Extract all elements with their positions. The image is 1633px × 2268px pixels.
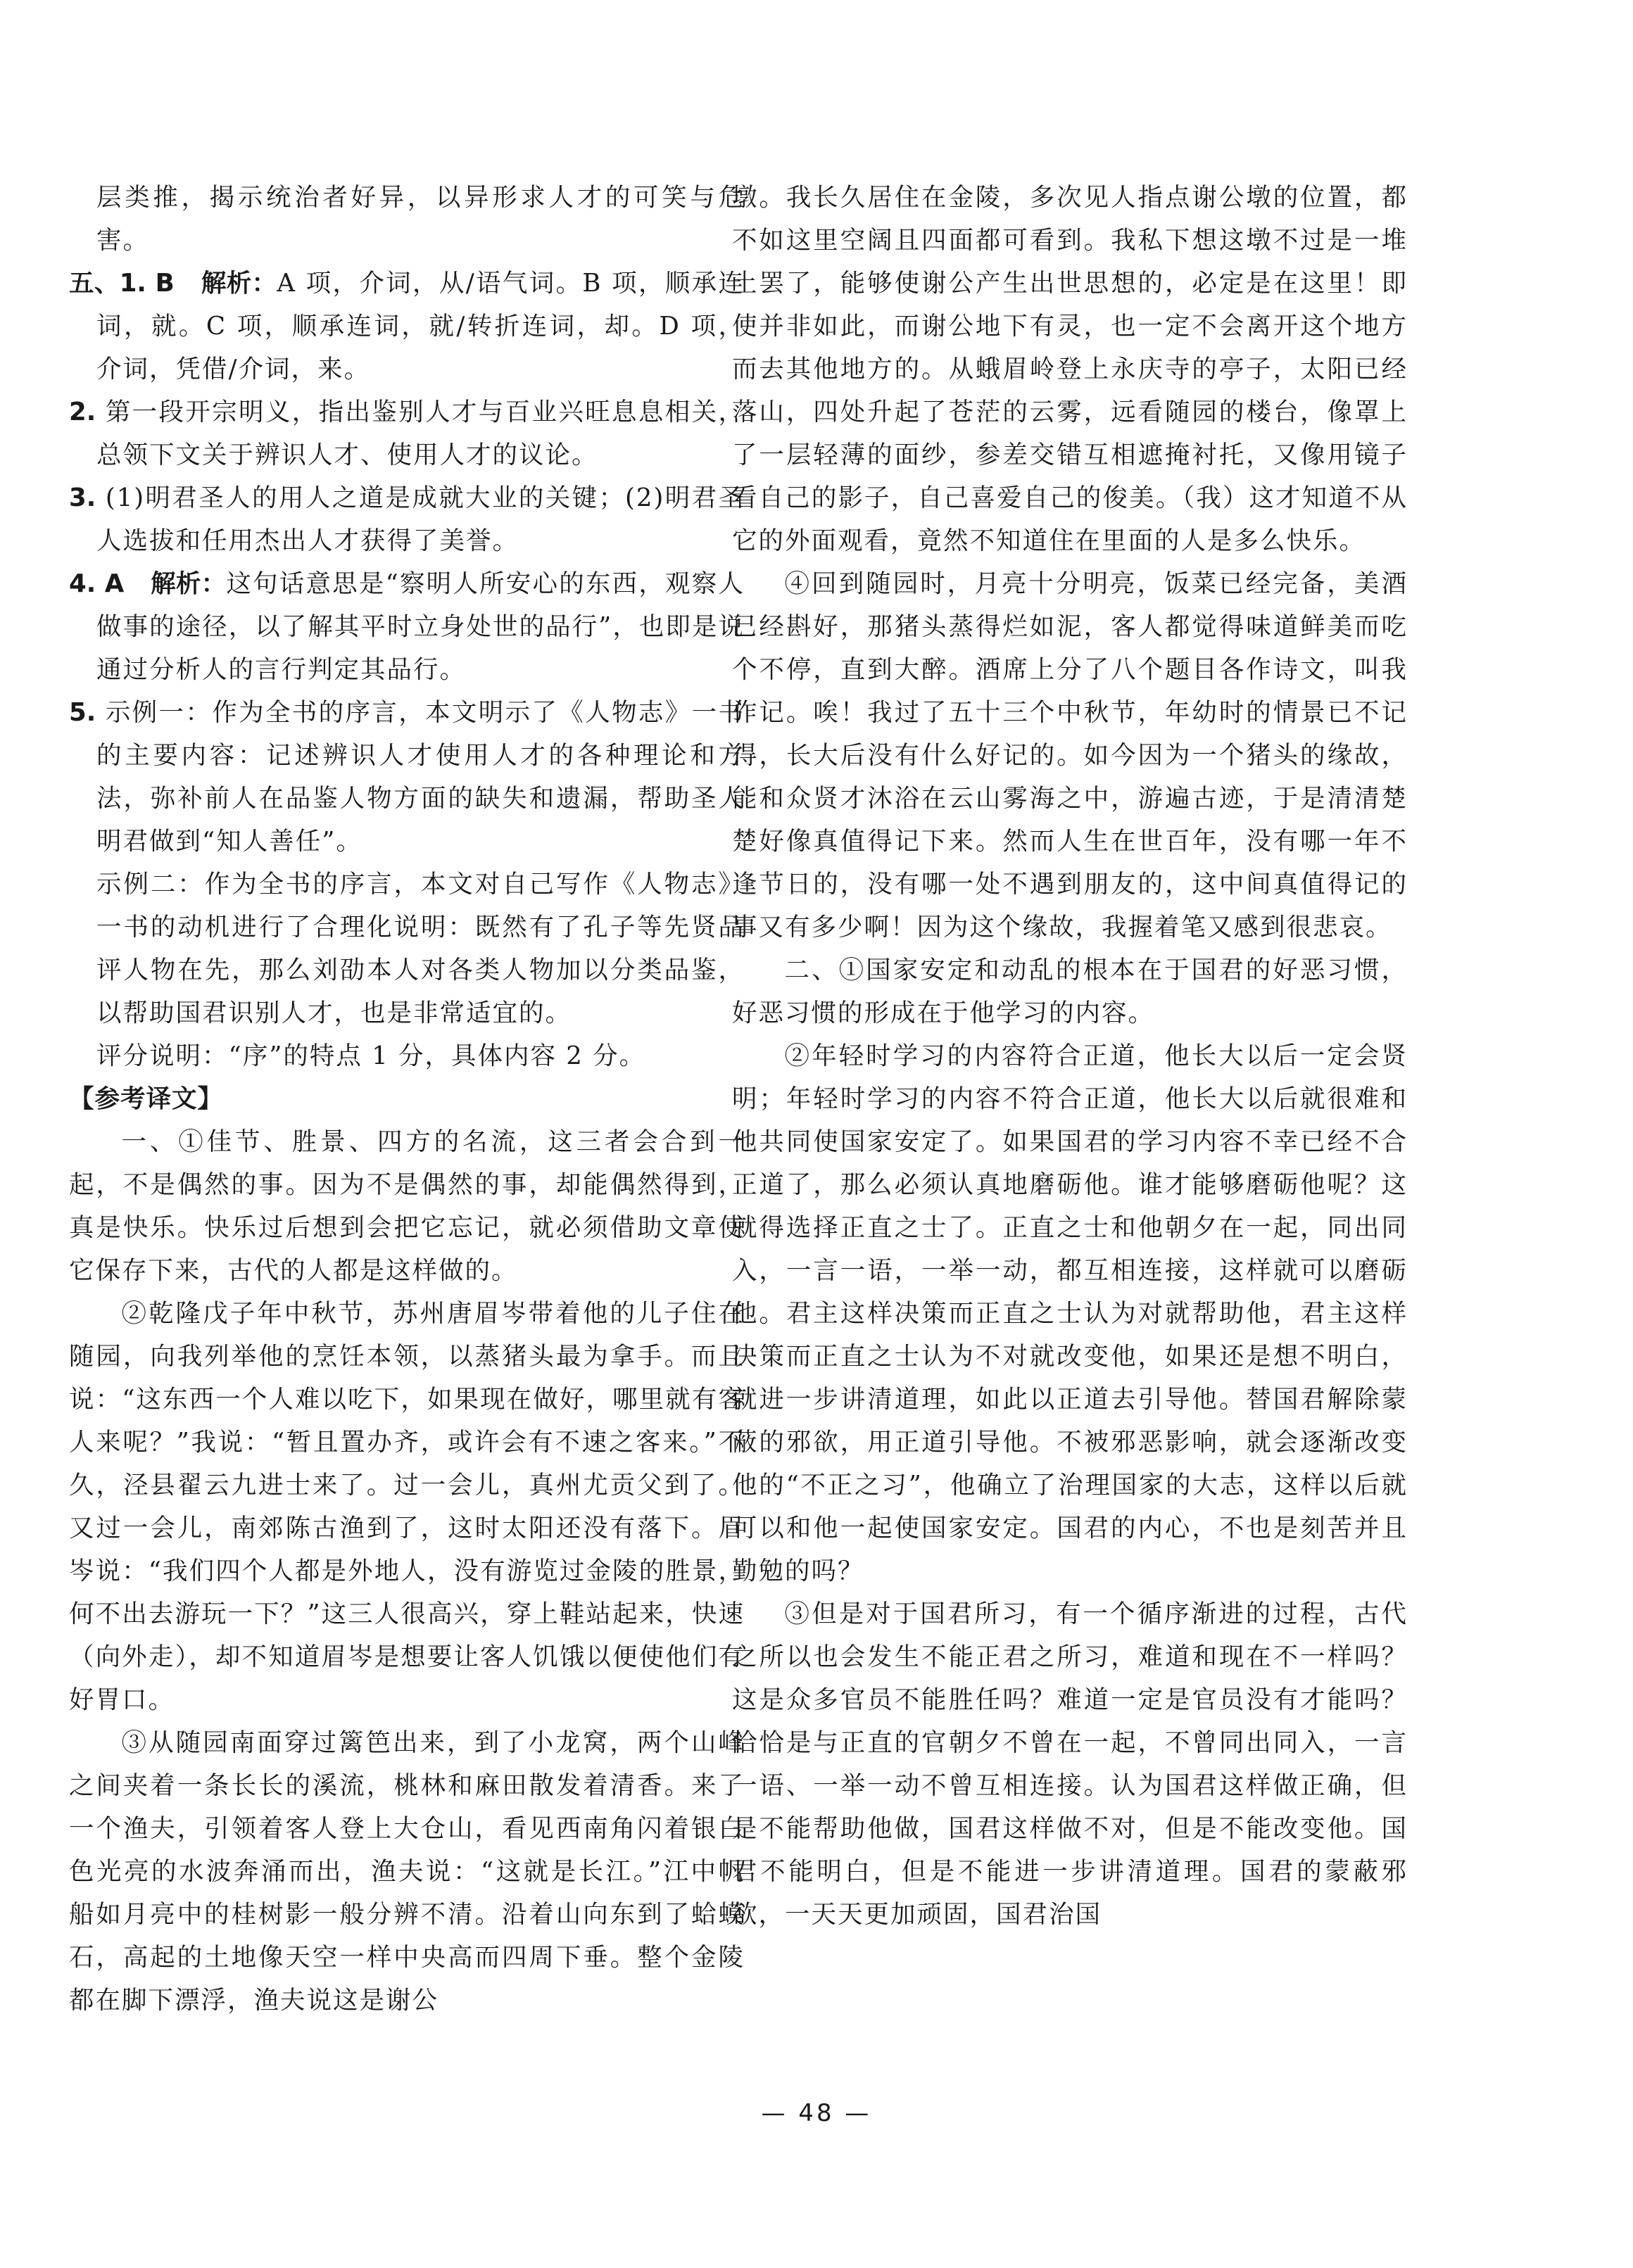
translation-paragraph: 墩。我长久居住在金陵，多次见人指点谢公墩的位置，都不如这里空阔且四面都可看到。我私下想这墩不过是一堆土罢了，能够使谢公产生出世思想的，必定是在这里！即使并非如此，而谢公地下有灵，也一定不会离开这个地方而去其他地方的。从蛾眉岭登上永庆寺的亭子，太阳已经落山，四处升起了苍茫的云雾，远看随园的楼台，像罩上了一层轻薄的面纱，参差交错互相遮掩衬托，又像用镜子看自己的影子，自己喜爱自己的俊美。（我）这才知道不从它的外面观看，竟然不知道住在里面的人是多么快乐。 [732, 183, 1408, 555]
right-column [732, 176, 1408, 1936]
section-heading: 【参考译文】 [69, 1084, 224, 1113]
translation-paragraph: 二、①国家安定和动乱的根本在于国君的好恶习惯，好恶习惯的形成在于他学习的内容。 [732, 956, 1408, 1027]
answer-example-2: 示例二：作为全书的序言，本文对自己写作《人物志》一书的动机进行了合理化说明：既然有了孔子等先贤品评人物在先，那么刘劭本人对各类人物加以分类品鉴，以帮助国君识别人才，也是非常适宜的。 [96, 870, 745, 1027]
answer-item-4 [69, 562, 745, 691]
item-number: 5. [69, 698, 96, 727]
item-number: 4. A [69, 569, 125, 598]
left-column [69, 176, 745, 2022]
paragraph: 层类推，揭示统治者好异，以异形求人才的可笑与危害。 [96, 183, 745, 255]
answer-item-2 [69, 391, 745, 476]
translation-paragraph: 一、①佳节、胜景、四方的名流，这三者会合到一起，不是偶然的事。因为不是偶然的事，却能偶然得到，真是快乐。快乐过后想到会把它忘记，就必须借助文章使它保存下来，古代的人都是这样做的。 [69, 1127, 745, 1285]
translation-paragraph: ④回到随园时，月亮十分明亮，饭菜已经完备，美酒已经斟好，那猪头蒸得烂如泥，客人都觉得味道鲜美而吃个不停，直到大醉。酒席上分了八个题目各作诗文，叫我作记。唉！我过了五十三个中秋节，年幼时的情景已不记得，长大后没有什么好记的。如今因为一个猪头的缘故，能和众贤才沐浴在云山雾海之中，游遍古迹，于是清清楚楚好像真值得记下来。然而人生在世百年，没有哪一年不逢节日的，没有哪一处不遇到朋友的，这中间真值得记的事又有多少啊！因为这个缘故，我握着笔又感到很悲哀。 [732, 569, 1408, 942]
answer-item-5 [69, 691, 745, 863]
answer-text: 第一段开宗明义，指出鉴别人才与百业兴旺息息相关，总领下文关于辨识人才、使用人才的议论。 [96, 398, 745, 469]
answer-text: (1)明君圣人的用人之道是成就大业的关键；(2)明君圣人选拔和任用杰出人才获得了美誉。 [96, 483, 745, 555]
translation-paragraph: ③但是对于国君所习，有一个循序渐进的过程，古代之所以也会发生不能正君之所习，难道和现在不一样吗？这是众多官员不能胜任吗？难道一定是官员没有才能吗？恰恰是与正直的官朝夕不曾在一起，不曾同出同入，一言一语、一举一动不曾互相连接。认为国君这样做正确，但是不能帮助他做，国君这样做不对，但是不能改变他。国君不能明白，但是不能进一步讲清道理。国君的蒙蔽邪欲，一天天更加顽固，国君治国 [732, 1599, 1408, 1929]
answer-item-1 [69, 262, 745, 391]
page-number: — 48 — [761, 2099, 872, 2127]
item-number: 3. [69, 483, 96, 512]
answer-text: 这句话意思是“察明人所安心的东西，观察人做事的途径，以了解其平时立身处世的品行”，也即是说通过分析人的言行判定其品行。 [96, 569, 745, 684]
translation-paragraph: ②乾隆戊子年中秋节，苏州唐眉岑带着他的儿子住在随园，向我列举他的烹饪本领，以蒸猪头最为拿手。而且说：“这东西一个人难以吃下，如果现在做好，哪里就有客人来呢？”我说：“暂且置办齐，或许会有不速之客来。”不久，泾县翟云九进士来了。过一会儿，真州尤贡父到了。又过一会儿，南郊陈古渔到了，这时太阳还没有落下。眉岑说：“我们四个人都是外地人，没有游览过金陵的胜景，何不出去游玩一下？”这三人很高兴，穿上鞋站起来，快速（向外走），却不知道眉岑是想要让客人饥饿以便使他们有好胃口。 [69, 1299, 745, 1714]
answer-text: A 项，介词，从/语气词。B 项，顺承连词，就。C 项，顺承连词，就/转折连词，却。D 项，介词，凭借/介词，来。 [96, 269, 745, 384]
answer-item-3 [69, 476, 745, 562]
item-number: 五、1. B [69, 269, 175, 298]
translation-paragraph: ③从随园南面穿过篱笆出来，到了小龙窝，两个山峰之间夹着一条长长的溪流，桃林和麻田散发着清香。来了一个渔夫，引领着客人登上大仓山，看见西南角闪着银白色光亮的水波奔涌而出，渔夫说：“这就是长江。”江中帆船如月亮中的桂树影一般分辨不清。沿着山向东到了蛤蟆石，高起的土地像天空一样中央高而四周下垂。整个金陵都在脚下漂浮，渔夫说这是谢公 [69, 1728, 745, 2015]
analysis-label: 解析： [151, 569, 227, 598]
analysis-label: 解析： [201, 269, 277, 298]
translation-paragraph: ②年轻时学习的内容符合正道，他长大以后一定会贤明；年轻时学习的内容不符合正道，他长大以后就很难和他共同使国家安定了。如果国君的学习内容不幸已经不合正道了，那么必须认真地磨砺他。谁才能够磨砺他呢？这就得选择正直之士了。正直之士和他朝夕在一起，同出同入，一言一语，一举一动，都互相连接，这样就可以磨砺他。君主这样决策而正直之士认为对就帮助他，君主这样决策而正直之士认为不对就改变他，如果还是想不明白，就进一步讲清道理，如此以正道去引导他。替国君解除蒙蔽的邪欲，用正道引导他。不被邪恶影响，就会逐渐改变他的“不正之习”，他确立了治理国家的大志，这样以后就可以和他一起使国家安定。国君的内心，不也是刻苦并且勤勉的吗？ [732, 1041, 1408, 1585]
answer-text: 示例一：作为全书的序言，本文明示了《人物志》一书的主要内容：记述辨识人才使用人才的各种理论和方法，弥补前人在品鉴人物方面的缺失和遗漏，帮助圣人明君做到“知人善任”。 [96, 698, 745, 856]
scoring-note: 评分说明：“序”的特点 1 分，具体内容 2 分。 [96, 1041, 646, 1070]
item-number: 2. [69, 398, 96, 426]
